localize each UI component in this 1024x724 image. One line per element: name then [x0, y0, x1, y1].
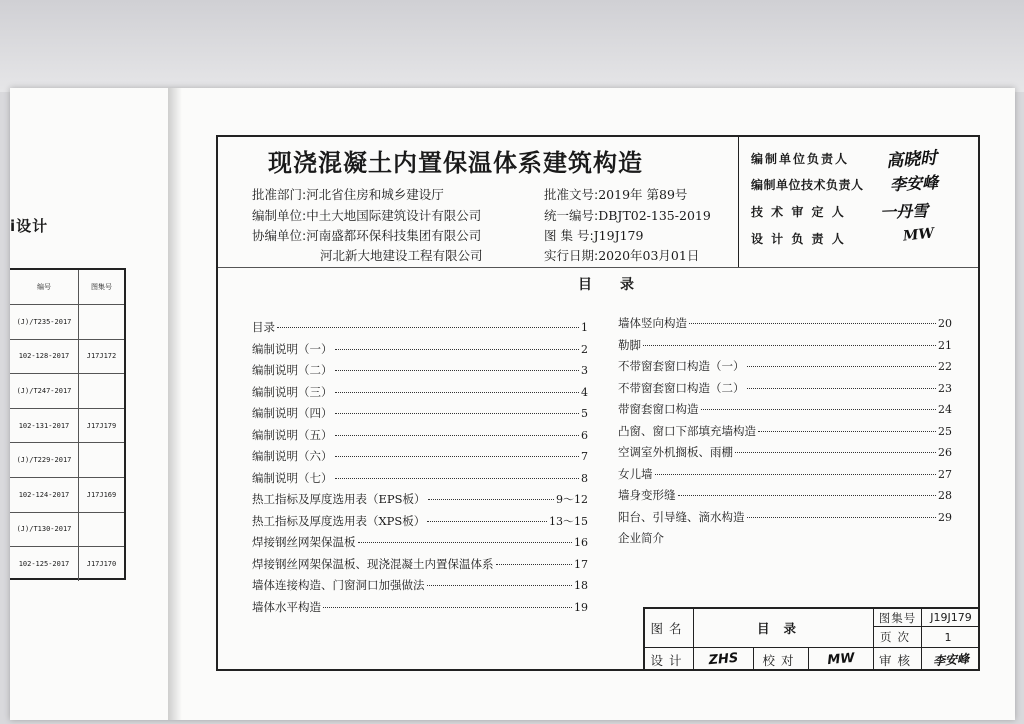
toc-page: 1 [581, 321, 588, 334]
effective-value: 2020年03月01日 [598, 248, 700, 263]
table-row [10, 512, 124, 547]
toc-leader [335, 435, 580, 436]
page-title: 现浇混凝土内置保温体系建筑构造 [268, 149, 643, 177]
toc-item[interactable] [252, 534, 588, 550]
tb-atlas-no-label: 图集号 [878, 610, 917, 625]
toc-label: 墙身变形缝 [618, 488, 676, 502]
toc-item[interactable] [618, 401, 952, 417]
row-code: (J)/T235-2017 [10, 305, 79, 339]
table-header-atlas: 图集号 [91, 283, 112, 291]
table-row [10, 442, 124, 477]
co-editor-label: 协编单位: [252, 228, 307, 243]
title-block [643, 607, 980, 671]
table-header-row [10, 270, 124, 304]
toc-page: 9～12 [556, 493, 588, 506]
toc-label: 编制说明（七） [252, 470, 333, 485]
document-frame [216, 135, 980, 671]
toc-leader [358, 542, 573, 543]
row-code: 102-124-2017 [10, 478, 79, 512]
row-atlas [79, 443, 124, 477]
editor-value: 中土大地国际建筑设计有限公司 [306, 208, 482, 223]
signature-4: MW [902, 225, 935, 245]
row-atlas: J17J172 [86, 352, 117, 361]
toc-page: 24 [938, 403, 952, 416]
toc-item[interactable] [252, 341, 588, 357]
toc-label: 勒脚 [618, 337, 641, 352]
toc-label: 墙体竖向构造 [618, 316, 687, 330]
toc-page: 3 [581, 364, 588, 377]
toc-page: 13～15 [549, 514, 588, 528]
tb-drawing-name-label: 图名 [650, 621, 688, 636]
toc-leader [335, 349, 580, 350]
editor [252, 206, 481, 224]
toc-label: 编制说明（四） [252, 406, 333, 420]
toc-page: 8 [581, 471, 588, 485]
approval-doc-value: 2019年 第89号 [598, 187, 688, 202]
toc-item[interactable] [618, 444, 952, 460]
table-row [10, 304, 124, 339]
tb-check-signature: MW [826, 650, 856, 669]
toc-leader [277, 327, 579, 328]
toc-label: 阳台、引导缝、滴水构造 [618, 509, 745, 524]
effective-label: 实行日期: [544, 248, 599, 263]
toc-item[interactable] [618, 380, 952, 396]
table-row [10, 373, 124, 408]
row-atlas [79, 513, 124, 547]
toc-page: 4 [581, 385, 588, 399]
table-row [10, 408, 124, 443]
toc-label: 编制说明（一） [252, 341, 333, 356]
toc-leader [735, 452, 936, 453]
tb-page: 1 [944, 630, 958, 644]
background-shadow [0, 0, 1024, 92]
toc-title: 目录 [578, 277, 662, 293]
row-atlas: J17J179 [86, 421, 117, 430]
approval-dept-value: 河北省住房和城乡建设厅 [306, 187, 444, 202]
book-gutter [168, 88, 182, 720]
toc-page: 2 [581, 342, 588, 356]
toc-page: 6 [581, 428, 588, 442]
toc-leader [323, 607, 572, 608]
signature-2: 李安峰 [889, 172, 939, 195]
toc-page: 23 [938, 381, 952, 395]
toc-label: 热工指标及厚度选用表（XPS板） [252, 513, 426, 528]
toc-leader [747, 366, 937, 367]
toc-page: 17 [574, 557, 588, 571]
atlas-no-label: 图 集 号: [544, 228, 594, 243]
toc-page: 20 [938, 317, 952, 330]
row-code: 102-125-2017 [10, 547, 79, 581]
toc-label: 热工指标及厚度选用表（EPS板） [252, 492, 426, 506]
toc-leader [335, 413, 580, 414]
toc-label: 不带窗套窗口构造（二） [618, 380, 745, 395]
responsible-role-2: 编制单位技术负责人 [751, 178, 864, 192]
toc-label: 企业简介 [618, 531, 664, 545]
toc-leader [428, 499, 554, 500]
signature-3: 一丹雪 [879, 201, 929, 222]
toc-item[interactable] [252, 405, 588, 421]
responsible-role-3: 技 术 审 定 人 [751, 205, 846, 219]
table-row [10, 477, 124, 512]
unified-no-value: DBJT02-135-2019 [598, 208, 711, 223]
toc-label: 不带窗套窗口构造（一） [618, 359, 745, 373]
toc-leader [678, 495, 937, 496]
effective-date [544, 246, 699, 264]
row-code: (J)/T130-2017 [10, 513, 79, 547]
toc-item[interactable] [618, 337, 952, 353]
row-atlas: J17J170 [86, 559, 117, 568]
table-header-code: 编号 [10, 270, 79, 304]
toc-page: 21 [938, 338, 952, 352]
toc-item[interactable] [618, 315, 952, 331]
tb-drawing-name: 目录 [756, 621, 810, 636]
row-atlas [79, 374, 124, 408]
toc-label: 墙体水平构造 [252, 599, 321, 614]
toc-item[interactable] [252, 577, 588, 593]
toc-label: 焊接钢丝网架保温板 [252, 535, 356, 549]
toc-item[interactable] [252, 599, 588, 615]
signature-1: 高晓时 [885, 148, 938, 172]
toc-item[interactable] [252, 491, 588, 507]
co-editor-value-1: 河南盛都环保科技集团有限公司 [306, 228, 482, 243]
atlas-no [544, 226, 643, 244]
toc-item[interactable] [252, 427, 588, 443]
row-atlas: J17J169 [86, 490, 117, 499]
header-bottom-line [218, 267, 978, 268]
toc-leader [643, 345, 936, 346]
toc-leader [427, 521, 547, 522]
toc-label: 墙体连接构造、门窗洞口加强做法 [252, 578, 425, 592]
responsible-role-1: 编制单位负责人 [751, 152, 850, 166]
toc-page: 27 [938, 467, 952, 481]
toc-leader [335, 456, 580, 457]
toc-page: 7 [581, 450, 588, 463]
toc-item[interactable] [252, 556, 588, 572]
toc-item[interactable] [252, 448, 588, 464]
tb-atlas-no: J19J179 [930, 611, 972, 624]
left-page-table [10, 268, 126, 580]
toc-label: 女儿墙 [618, 466, 653, 481]
toc-page: 18 [574, 579, 588, 592]
unified-no-label: 统一编号: [544, 208, 599, 223]
toc-label: 带窗套窗口构造 [618, 402, 699, 416]
row-code: 102-131-2017 [10, 409, 79, 443]
toc-item[interactable] [618, 423, 952, 439]
toc-leader [689, 323, 936, 324]
toc-leader [335, 478, 580, 479]
toc-label: 空调室外机搁板、雨棚 [618, 445, 733, 459]
toc-leader [747, 517, 937, 518]
toc-item[interactable] [618, 466, 952, 482]
toc-item[interactable] [252, 384, 588, 400]
toc-page: 25 [938, 424, 952, 438]
approval-doc [544, 185, 687, 203]
approval-dept-label: 批准部门: [252, 187, 307, 202]
tb-design-signature: ZHS [708, 650, 739, 669]
toc-label: 编制说明（六） [252, 449, 333, 463]
toc-leader [758, 431, 936, 432]
toc-item[interactable] [618, 509, 952, 525]
toc-item[interactable] [252, 362, 588, 378]
toc-label: 编制说明（二） [252, 363, 333, 377]
toc-leader [747, 388, 937, 389]
toc-item[interactable] [252, 470, 588, 486]
toc-leader [335, 370, 580, 371]
toc-label: 编制说明（三） [252, 384, 333, 399]
toc-page: 16 [574, 536, 588, 549]
tb-page-label: 页次 [880, 630, 915, 644]
toc-leader [496, 564, 573, 565]
row-code: (J)/T247-2017 [10, 374, 79, 408]
editor-label: 编制单位: [252, 208, 307, 223]
toc-item[interactable] [618, 358, 952, 374]
row-code: 102-128-2017 [10, 340, 79, 374]
toc-page: 22 [938, 360, 952, 373]
table-row [10, 546, 124, 581]
toc-item[interactable] [252, 319, 588, 335]
row-atlas [79, 305, 124, 339]
approval-doc-label: 批准文号: [544, 187, 599, 202]
toc-item[interactable] [618, 530, 952, 546]
header-divider [738, 137, 739, 267]
co-editor-value-2: 河北新大地建设工程有限公司 [320, 248, 483, 263]
toc-label: 凸窗、窗口下部填充墙构造 [618, 423, 756, 438]
tb-review-label: 审核 [878, 652, 916, 668]
tb-check-label: 校对 [762, 652, 800, 668]
toc-page: 29 [938, 510, 952, 524]
table-row [10, 339, 124, 374]
toc-page: 19 [574, 600, 588, 614]
unified-no [544, 206, 711, 224]
responsible-role-4: 设 计 负 责 人 [751, 232, 846, 246]
toc-leader [427, 585, 573, 586]
toc-leader [335, 392, 580, 393]
toc-label: 焊接钢丝网架保温板、现浇混凝土内置保温体系 [252, 556, 494, 571]
toc-item[interactable] [252, 513, 588, 529]
co-editor [252, 226, 481, 244]
toc-page: 26 [938, 446, 952, 459]
tb-review-signature: 李安峰 [932, 651, 970, 669]
atlas-no-value: J19J179 [593, 228, 644, 243]
left-page-title: i设计 [10, 217, 49, 235]
toc-leader [701, 409, 937, 410]
toc-item[interactable] [618, 487, 952, 503]
toc-page: 28 [938, 489, 952, 502]
toc-page: 5 [581, 407, 588, 420]
toc-label: 编制说明（五） [252, 427, 333, 442]
row-code: (J)/T229-2017 [10, 443, 79, 477]
tb-design-label: 设计 [650, 652, 688, 668]
toc-leader [655, 474, 937, 475]
toc-label: 目录 [252, 320, 275, 334]
approval-dept [252, 185, 444, 203]
